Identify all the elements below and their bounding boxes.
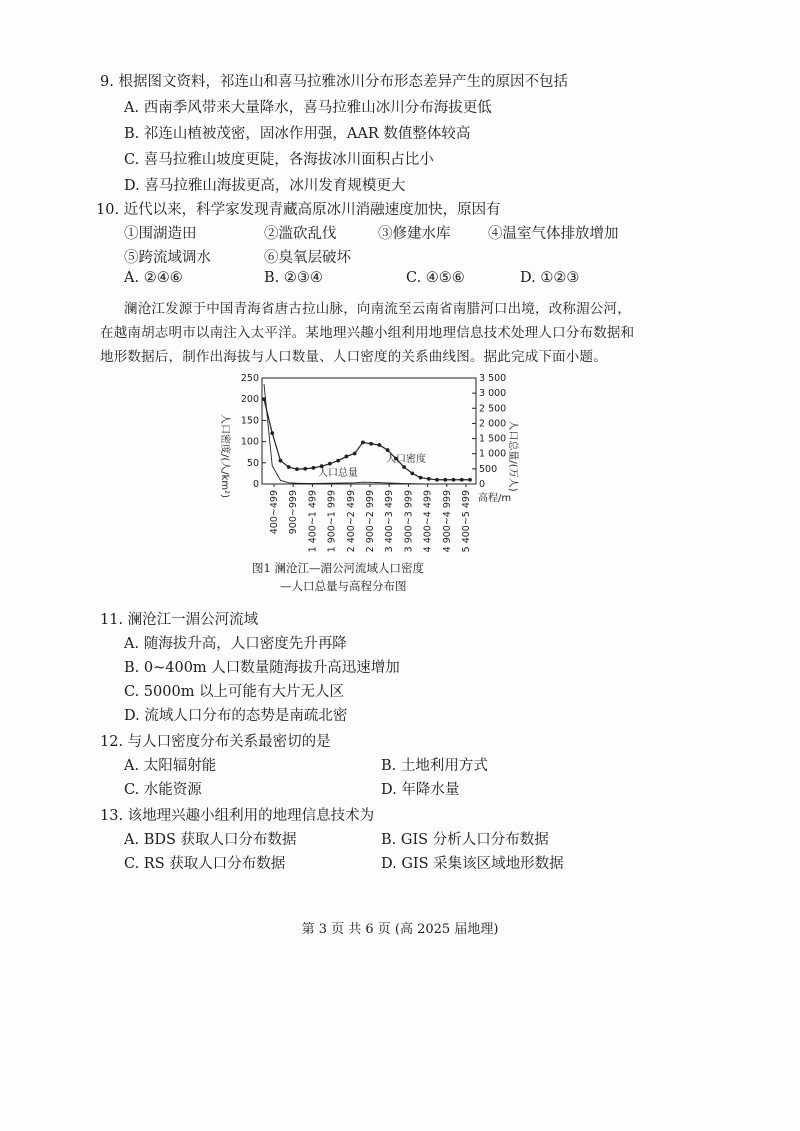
population-elevation-chart [200, 366, 520, 566]
density-point [386, 448, 390, 452]
density-point [410, 472, 414, 476]
question-13-option-c: C. RS 获取人口分布数据 [124, 856, 286, 872]
right-tick-label: 2 000 [479, 418, 507, 430]
density-point [435, 478, 439, 482]
question-10-option-d: D. ①②③ [520, 270, 580, 286]
question-10-item-3: ③修建水库 [378, 226, 451, 242]
question-10-option-a: A. ②④⑥ [124, 270, 183, 286]
intro-line-2: 在越南胡志明市以南注入太平洋。某地理兴趣小组利用地理信息技术处理人口分布数据和 [100, 325, 635, 341]
question-10-item-2: ②滥砍乱伐 [264, 226, 337, 242]
left-tick-label: 0 [252, 479, 259, 490]
density-point [369, 442, 373, 446]
question-9-option-a: A. 西南季风带来大量降水，喜马拉雅山冰川分布海拔更低 [124, 100, 492, 116]
question-9-option-b: B. 祁连山植被茂密，固冰作用强，AAR 数值整体较高 [124, 126, 471, 142]
density-point [303, 467, 307, 471]
question-10-stem: 10. 近代以来，科学家发现青藏高原冰川消融速度加快，原因有 [96, 202, 501, 218]
figure-caption-line-1: 图1 澜沧江—湄公河流域人口密度 [252, 561, 424, 575]
figure-caption-line-2: —人口总量与高程分布图 [280, 579, 407, 593]
y-axis-label-left: 人口密度/(人/km²) [219, 413, 230, 499]
density-series-line [264, 399, 470, 480]
question-13-stem: 13. 该地理兴趣小组利用的地理信息技术为 [100, 808, 375, 824]
question-13-option-b: B. GIS 分析人口分布数据 [381, 832, 549, 848]
intro-line-1: 澜沧江发源于中国青海省唐古拉山脉，向南流至云南省南腊河口出境，改称湄公河， [124, 301, 631, 317]
density-point [452, 478, 456, 482]
left-tick-label: 50 [246, 457, 259, 469]
y-axis-label-right: 人口总量/(万人) [507, 420, 518, 492]
x-tick-label: 4 900~4 999 [441, 490, 453, 553]
density-point [377, 443, 381, 447]
x-tick-label: 900~999 [288, 490, 300, 535]
question-12-option-b: B. 土地利用方式 [381, 758, 488, 774]
question-12-option-a: A. 太阳辐射能 [124, 758, 217, 774]
x-tick-label: 3 400~3 499 [384, 490, 396, 553]
x-tick-label: 4 400~4 499 [422, 490, 434, 553]
question-12-option-c: C. 水能资源 [124, 782, 202, 798]
left-tick-label: 200 [240, 394, 259, 406]
right-tick-label: 1 500 [479, 433, 507, 445]
x-tick-label: 400~499 [269, 490, 280, 535]
density-point [279, 459, 283, 463]
question-11-option-a: A. 随海拔升高，人口密度先升再降 [124, 636, 347, 652]
right-tick-label: 3 000 [479, 388, 507, 400]
right-tick-label: 500 [479, 463, 498, 475]
density-point [419, 476, 423, 480]
question-9-option-c: C. 喜马拉雅山坡度更陡，各海拔冰川面积占比小 [124, 152, 434, 168]
right-tick-label: 1 000 [479, 448, 507, 460]
question-11-option-c: C. 5000m 以上可能有大片无人区 [124, 684, 345, 700]
x-tick-label: 1 400~1 499 [307, 490, 319, 553]
left-tick-label: 250 [240, 373, 259, 384]
density-point [468, 478, 472, 482]
question-10-option-b: B. ②③④ [264, 270, 323, 286]
density-point [312, 466, 316, 470]
x-tick-label: 2 900~2 999 [365, 490, 376, 553]
density-point [460, 478, 464, 482]
intro-line-3: 地形数据后，制作出海拔与人口数量、人口密度的关系曲线图。据此完成下面小题。 [100, 349, 607, 365]
annotation-density: 人口密度 [386, 454, 426, 465]
density-point [443, 478, 447, 482]
density-point [270, 431, 274, 435]
question-9-stem: 9. 根据图文资料，祁连山和喜马拉雅冰川分布形态差异产生的原因不包括 [100, 74, 568, 90]
question-11-option-d: D. 流域人口分布的态势是南疏北密 [124, 708, 348, 724]
density-point [328, 462, 332, 466]
x-axis-label: 高程/m [478, 493, 512, 504]
question-11-option-b: B. 0~400m 人口数量随海拔升高迅速增加 [124, 660, 400, 676]
x-tick-label: 1 900~1 999 [326, 490, 338, 553]
annotation-total: 人口总量 [318, 468, 358, 479]
question-11-stem: 11. 澜沧江一湄公河流域 [100, 612, 259, 628]
right-tick-label: 0 [479, 479, 486, 490]
density-point [353, 452, 357, 456]
question-10-option-c: C. ④⑤⑥ [406, 270, 465, 286]
left-tick-label: 100 [240, 436, 259, 448]
question-10-item-1: ①围湖造田 [124, 226, 197, 242]
density-point [345, 455, 349, 459]
question-13-option-a: A. BDS 获取人口分布数据 [124, 832, 297, 848]
x-tick-label: 2 400~2 499 [345, 490, 357, 553]
density-point [287, 465, 291, 469]
question-12-option-d: D. 年降水量 [381, 782, 460, 798]
question-9-option-d: D. 喜马拉雅山海拔更高，冰川发育规模更大 [124, 178, 406, 194]
right-tick-label: 2 500 [479, 403, 507, 415]
right-tick-label: 3 500 [479, 373, 507, 384]
density-point [427, 477, 431, 481]
question-10-item-4: ④温室气体排放增加 [488, 226, 619, 242]
page-footer: 第 3 页 共 6 页 (高 2025 届地理) [301, 922, 499, 937]
question-10-item-6: ⑥臭氧层破坏 [264, 250, 351, 266]
question-13-option-d: D. GIS 采集该区域地形数据 [381, 856, 564, 872]
density-point [402, 465, 406, 469]
left-tick-label: 150 [240, 415, 259, 427]
x-tick-label: 5 400~5 499 [461, 490, 472, 553]
density-point [336, 459, 340, 463]
question-12-stem: 12. 与人口密度分布关系最密切的是 [100, 734, 331, 750]
x-tick-label: 3 900~3 999 [403, 490, 415, 553]
density-point [361, 441, 365, 445]
density-point [295, 467, 299, 471]
question-10-item-5: ⑤跨流域调水 [124, 250, 211, 266]
